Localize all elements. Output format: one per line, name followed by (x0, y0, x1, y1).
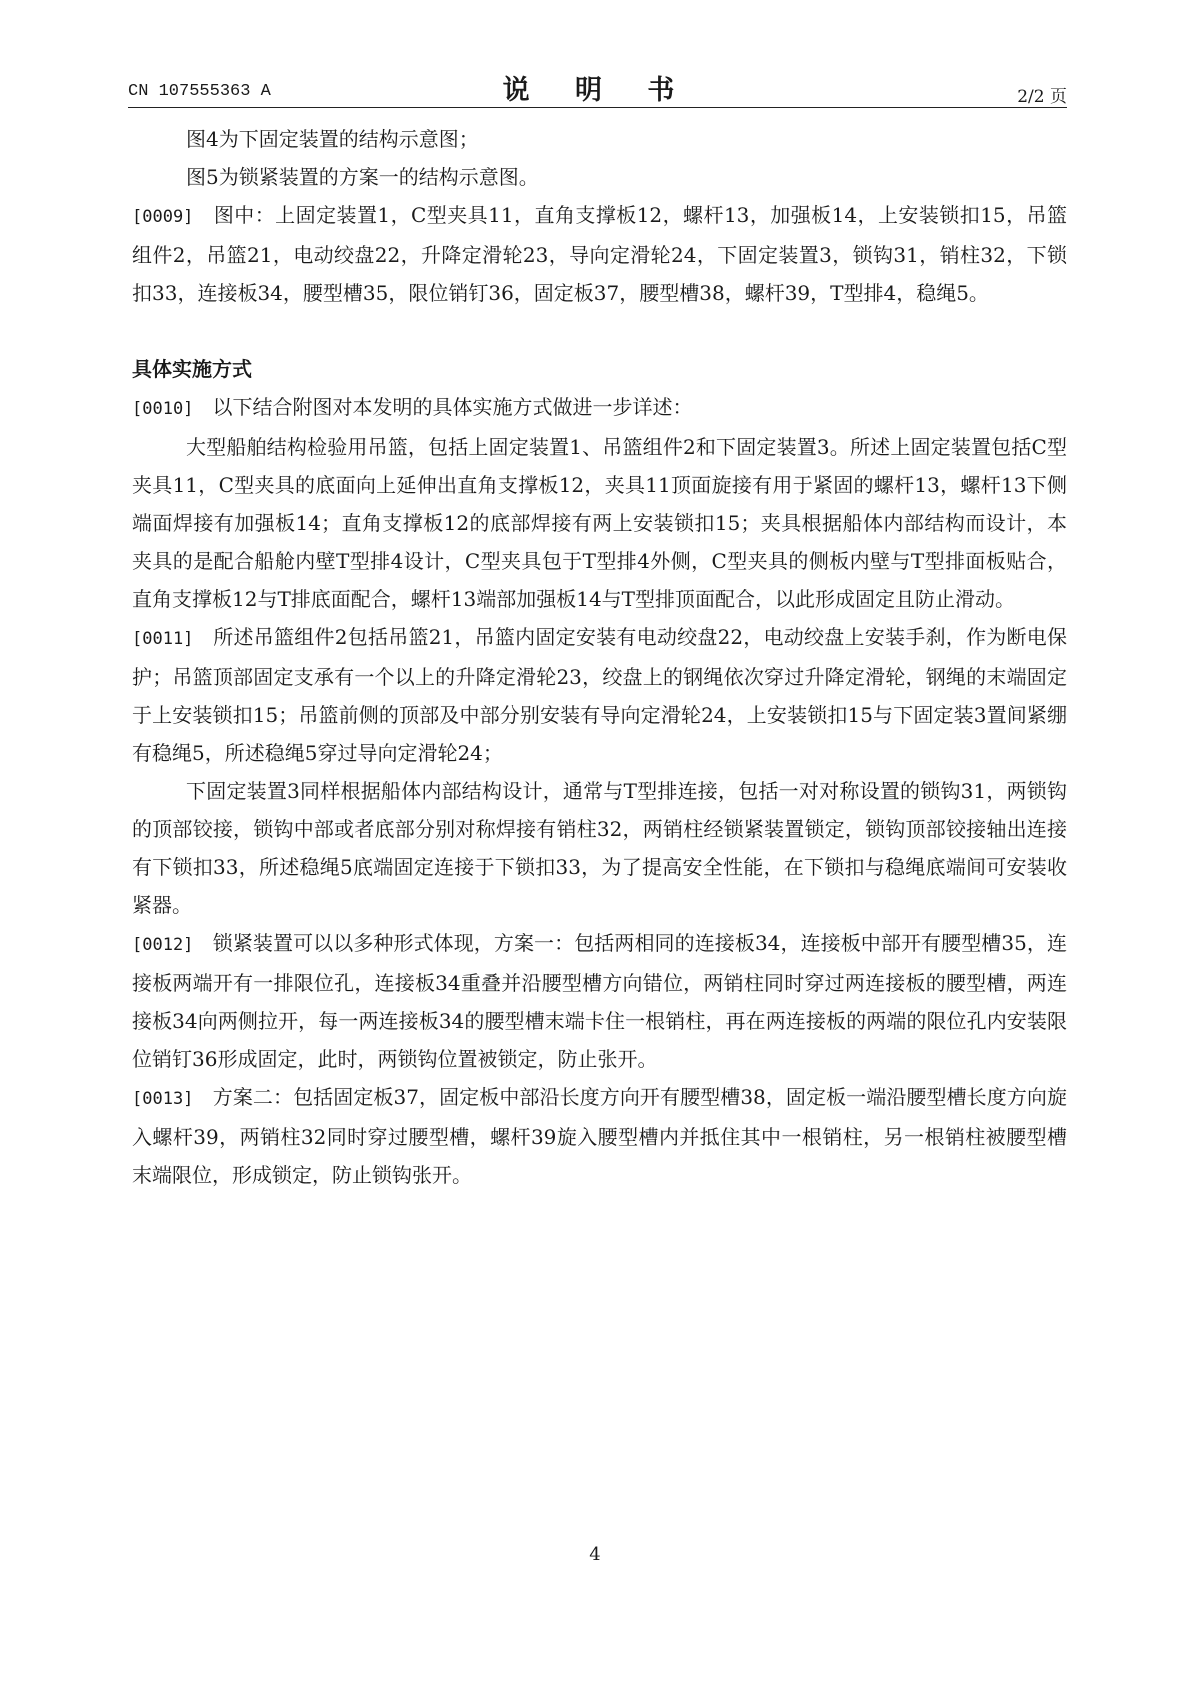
paragraph-text: 方案二：包括固定板37，固定板中部沿长度方向开有腰型槽38，固定板一端沿腰型槽长度方向旋入螺杆39，两销柱32同时穿过腰型槽，螺杆39旋入腰型槽内并抵住其中一根销柱，另一根销柱被腰型槽末端限位，形成锁定，防止锁钩张开。 (132, 1085, 1067, 1187)
paragraph-tag: [0012] (132, 935, 194, 955)
paragraph-tag: [0009] (132, 207, 194, 227)
paragraph-tag: [0010] (132, 399, 194, 419)
section-heading: 具体实施方式 (132, 357, 252, 381)
paragraph-0011 (132, 618, 1067, 772)
paragraph-text: 锁紧装置可以以多种形式体现，方案一：包括两相同的连接板34，连接板中部开有腰型槽35，连接板两端开有一排限位孔，连接板34重叠并沿腰型槽方向错位，两销柱同时穿过两连接板的腰型槽，两连接板34向两侧拉开，每一两连接板34的腰型槽末端卡住一根销柱，再在两连接板的两端的限位孔内安装限位销钉36形成固定，此时，两锁钩位置被锁定，防止张开。 (132, 931, 1067, 1071)
document-body (132, 120, 1067, 1194)
paragraph-basket-structure: 大型船舶结构检验用吊篮，包括上固定装置1、吊篮组件2和下固定装置3。所述上固定装置包括C型夹具11，C型夹具的底面向上延伸出直角支撑板12，夹具11顶面旋接有用于紧固的螺杆13，螺杆13下侧端面焊接有加强板14；直角支撑板12的底部焊接有两上安装锁扣15；夹具根据船体内部结构而设计，本夹具的是配合船舱内壁T型排4设计，C型夹具包于T型排4外侧，C型夹具的侧板内壁与T型排面板贴合，直角支撑板12与T排底面配合，螺杆13端部加强板14与T型排顶面配合，以此形成固定且防止滑动。 (132, 435, 1067, 611)
paragraph-text: 所述吊篮组件2包括吊篮21，吊篮内固定安装有电动绞盘22，电动绞盘上安装手刹，作为断电保护；吊篮顶部固定支承有一个以上的升降定滑轮23，绞盘上的钢绳依次穿过升降定滑轮，钢绳的末端固定于上安装锁扣15；吊篮前侧的顶部及中部分别安装有导向定滑轮24，上安装锁扣15与下固定装3置间紧绷有稳绳5，所述稳绳5穿过导向定滑轮24； (132, 625, 1068, 765)
figure-5-caption: 图5为锁紧装置的方案一的结构示意图。 (186, 165, 539, 189)
paragraph-0012 (132, 924, 1067, 1078)
paragraph-lower-fixing: 下固定装置3同样根据船体内部结构设计，通常与T型排连接，包括一对对称设置的锁钩31，两锁钩的顶部铰接，锁钩中部或者底部分别对称焊接有销柱32，两销柱经锁紧装置锁定，锁钩顶部铰接轴出连接有下锁扣33，所述稳绳5底端固定连接于下锁扣33，为了提高安全性能，在下锁扣与稳绳底端间可安装收紧器。 (132, 779, 1067, 917)
paragraph-tag: [0013] (132, 1089, 194, 1109)
paragraph-0013 (132, 1078, 1067, 1194)
page-indicator: 2/2 页 (1017, 87, 1067, 107)
page-number: 4 (589, 1544, 601, 1565)
paragraph-0010 (132, 388, 1067, 428)
paragraph-text: 以下结合附图对本发明的具体实施方式做进一步详述： (212, 395, 693, 419)
paragraph-tag: [0011] (132, 629, 194, 649)
paragraph-0009 (132, 196, 1067, 312)
document-title: 说 明 书 (502, 75, 693, 106)
page-header (128, 66, 1067, 106)
paragraph-text: 图中：上固定装置1，C型夹具11，直角支撑板12，螺杆13，加强板14，上安装锁扣15，吊篮组件2，吊篮21，电动绞盘22，升降定滑轮23，导向定滑轮24，下固定装置3，锁钩31，销柱32，下锁扣33，连接板34，腰型槽35，限位销钉36，固定板37，腰型槽38，螺杆39，T型排4，稳绳5。 (132, 203, 1067, 305)
patent-number: CN 107555363 A (128, 82, 271, 101)
header-divider (128, 107, 1067, 108)
figure-4-caption: 图4为下固定装置的结构示意图； (186, 127, 479, 151)
